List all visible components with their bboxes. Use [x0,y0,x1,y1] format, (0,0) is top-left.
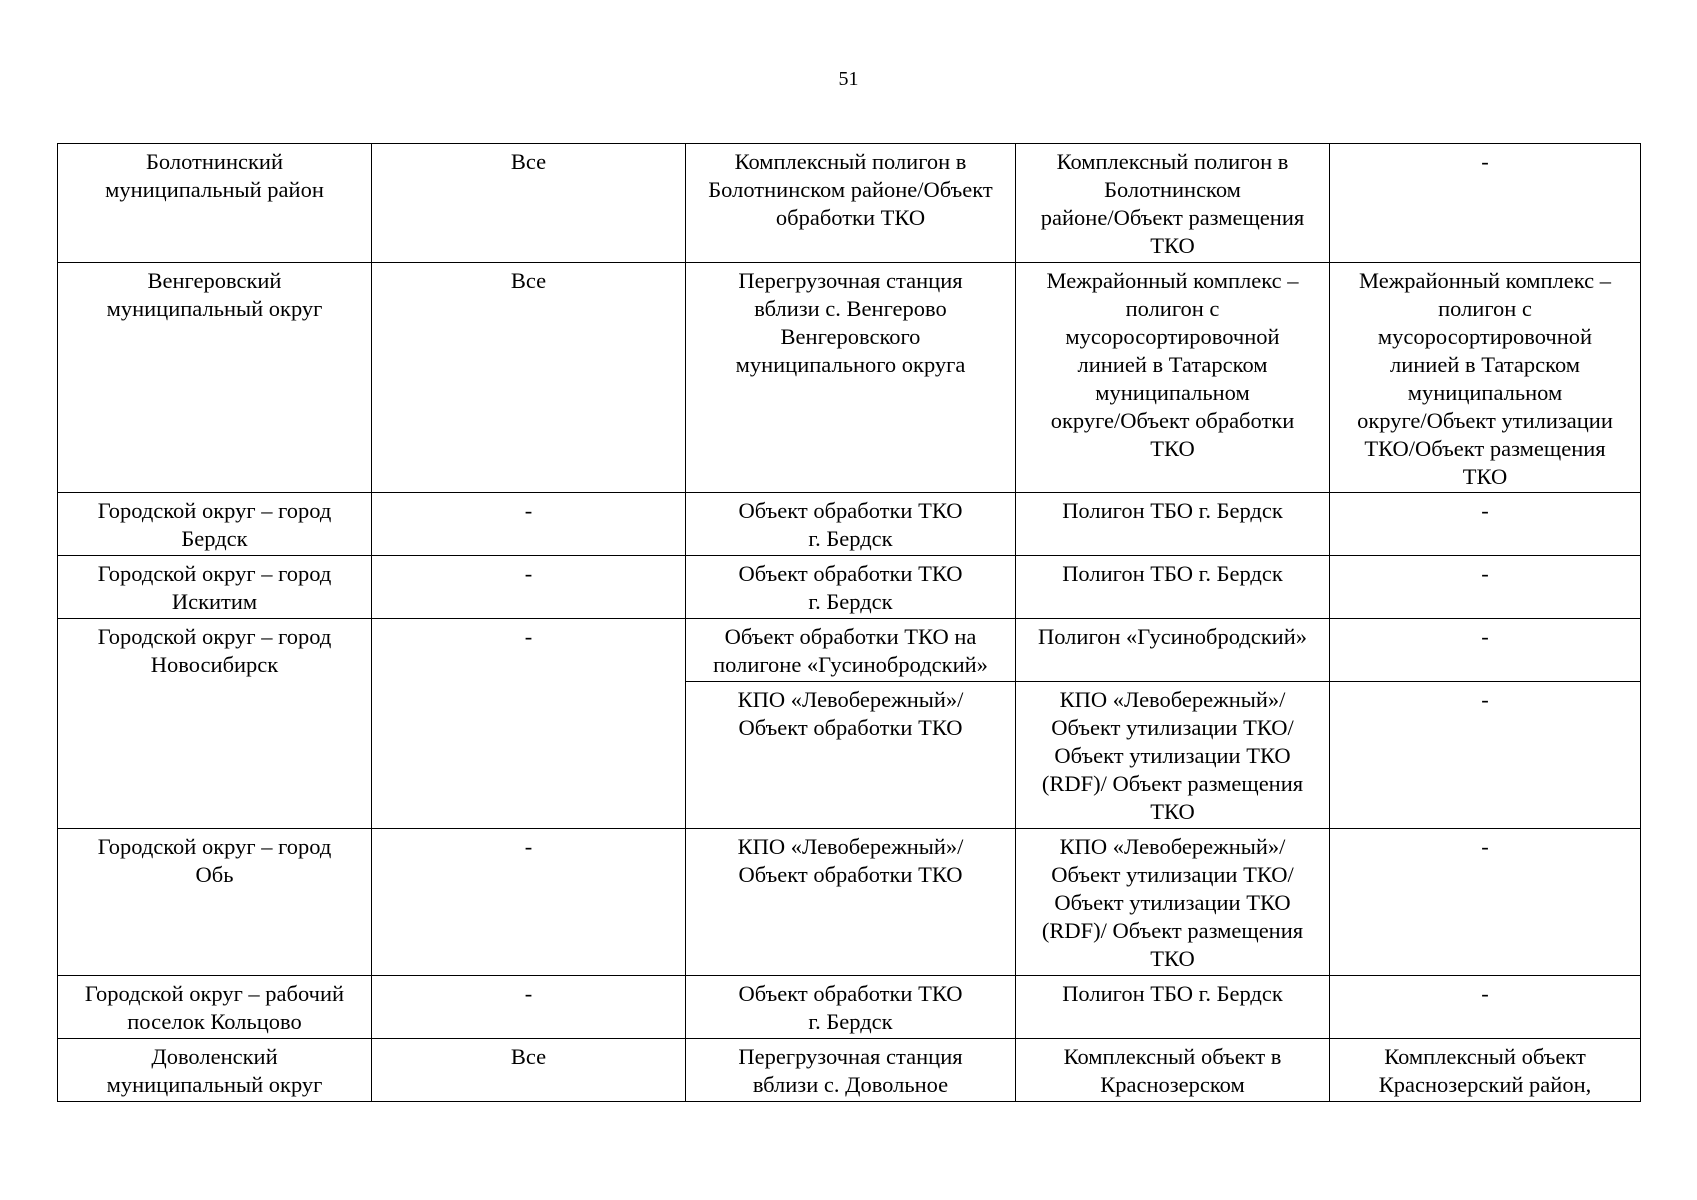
first-facility-cell: Объект обработки ТКО на полигоне «Гусинобродский» [686,619,1016,682]
second-facility-cell: КПО «Левобережный»/ Объект утилизации ТКО/ Объект утилизации ТКО (RDF)/ Объект размещения ТКО [1016,682,1330,829]
table-row [58,1039,1641,1102]
settlements-cell: - [372,976,686,1039]
table-row [58,556,1641,619]
second-facility-cell: Комплексный объект в Краснозерском [1016,1039,1330,1102]
table-row [58,976,1641,1039]
first-facility-cell: Объект обработки ТКО г. Бердск [686,556,1016,619]
first-facility-cell: КПО «Левобережный»/ Объект обработки ТКО [686,682,1016,829]
settlements-cell: - [372,829,686,976]
third-facility-cell: Комплексный объект Краснозерский район, [1330,1039,1641,1102]
municipality-cell: Болотнинский муниципальный район [58,144,372,263]
first-facility-cell: Объект обработки ТКО г. Бердск [686,976,1016,1039]
third-facility-cell: - [1330,556,1641,619]
settlements-cell: - [372,493,686,556]
page-number: 51 [838,68,859,90]
first-facility-cell: КПО «Левобережный»/ Объект обработки ТКО [686,829,1016,976]
first-facility-cell: Объект обработки ТКО г. Бердск [686,493,1016,556]
table-row [58,144,1641,263]
table-row [58,263,1641,493]
table-row [58,619,1641,682]
second-facility-cell: Комплексный полигон в Болотнинском районе/Объект размещения ТКО [1016,144,1330,263]
second-facility-cell: Полигон «Гусинобродский» [1016,619,1330,682]
settlements-cell: Все [372,1039,686,1102]
table-row [58,829,1641,976]
second-facility-cell: Полигон ТБО г. Бердск [1016,556,1330,619]
municipality-cell: Доволенский муниципальный округ [58,1039,372,1102]
third-facility-cell: - [1330,682,1641,829]
third-facility-cell: - [1330,144,1641,263]
second-facility-cell: КПО «Левобережный»/ Объект утилизации ТКО/ Объект утилизации ТКО (RDF)/ Объект размещения ТКО [1016,829,1330,976]
municipality-cell: Венгеровский муниципальный округ [58,263,372,493]
municipality-cell: Городской округ – город Бердск [58,493,372,556]
first-facility-cell: Комплексный полигон в Болотнинском районе/Объект обработки ТКО [686,144,1016,263]
second-facility-cell: Полигон ТБО г. Бердск [1016,976,1330,1039]
table-row [58,493,1641,556]
third-facility-cell: - [1330,619,1641,682]
second-facility-cell: Полигон ТБО г. Бердск [1016,493,1330,556]
first-facility-cell: Перегрузочная станция вблизи с. Довольное [686,1039,1016,1102]
settlements-cell: Все [372,263,686,493]
municipality-cell: Городской округ – город Обь [58,829,372,976]
municipality-cell: Городской округ – рабочий поселок Кольцово [58,976,372,1039]
settlements-cell: - [372,556,686,619]
third-facility-cell: - [1330,829,1641,976]
settlements-cell: - [372,619,686,829]
municipality-cell: Городской округ – город Искитим [58,556,372,619]
settlements-cell: Все [372,144,686,263]
second-facility-cell: Межрайонный комплекс – полигон с мусоросортировочной линией в Татарском муниципальном округе/Объект обработки ТКО [1016,263,1330,493]
first-facility-cell: Перегрузочная станция вблизи с. Венгерово Венгеровского муниципального округа [686,263,1016,493]
municipality-cell: Городской округ – город Новосибирск [58,619,372,829]
waste-routing-table [57,143,1641,1102]
third-facility-cell: - [1330,493,1641,556]
third-facility-cell: - [1330,976,1641,1039]
third-facility-cell: Межрайонный комплекс – полигон с мусоросортировочной линией в Татарском муниципальном округе/Объект утилизации ТКО/Объект размещения ТКО [1330,263,1641,493]
